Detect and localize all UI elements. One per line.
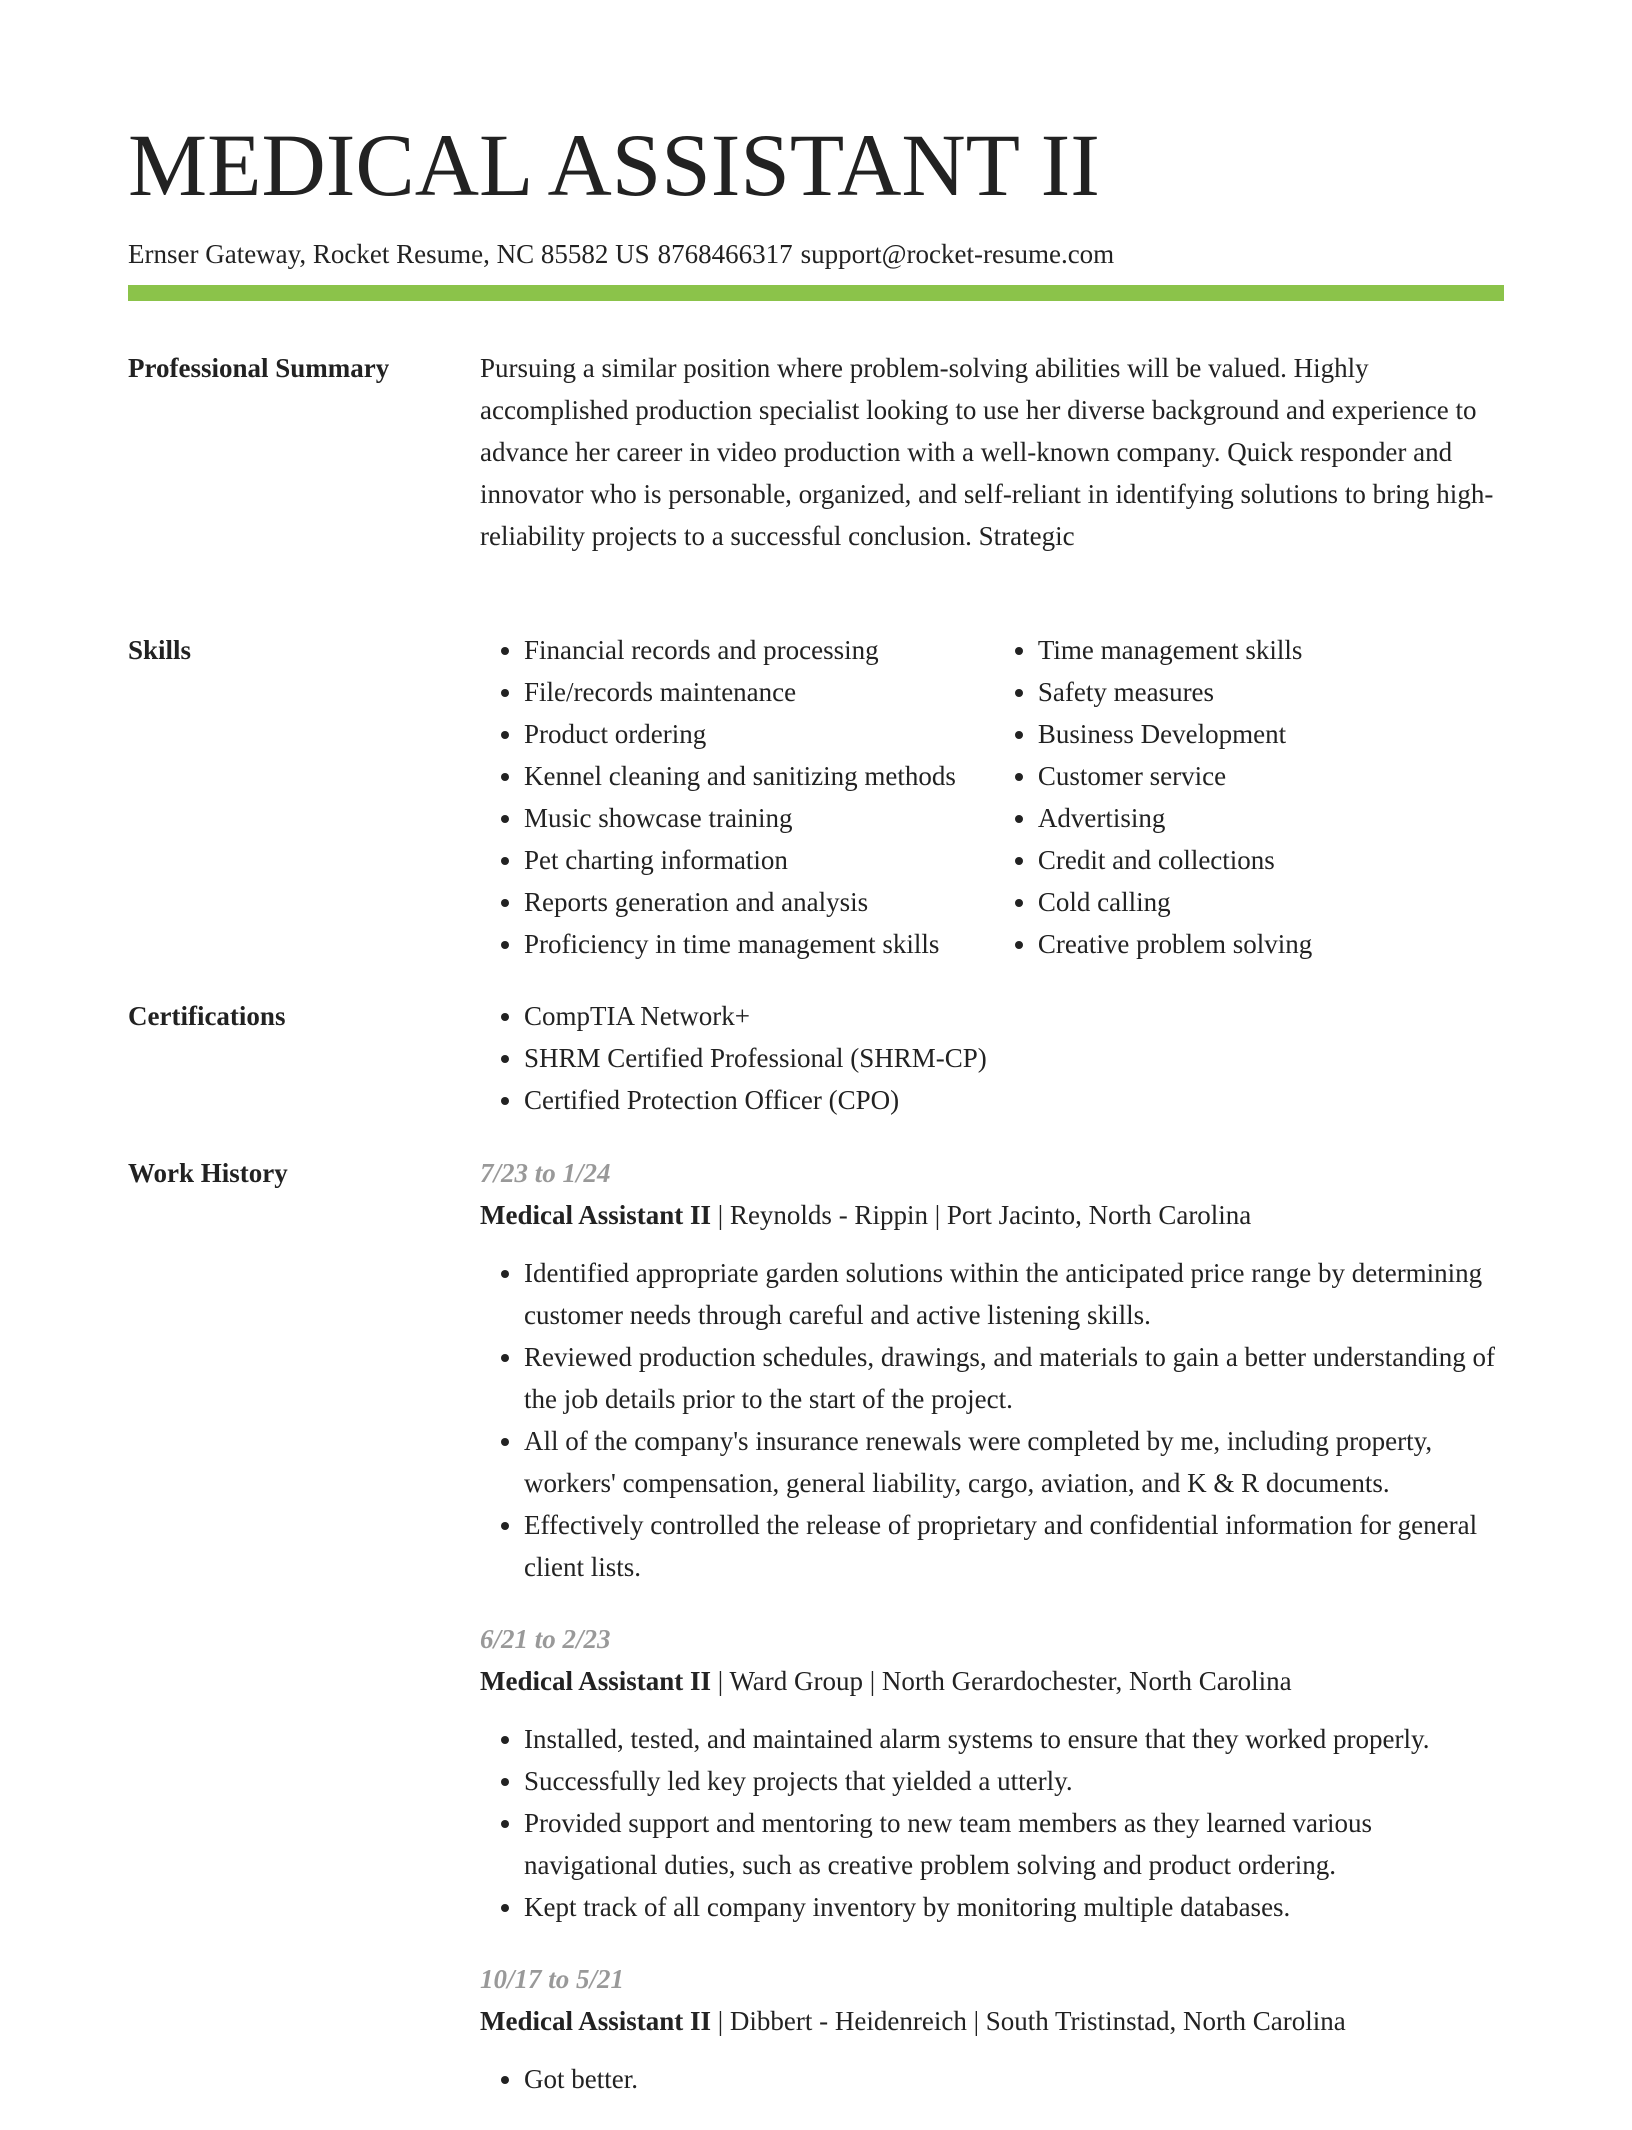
certifications-heading: Certifications: [128, 1001, 286, 1031]
skill-item: • File/records maintenance: [524, 671, 994, 713]
skill-item: • Pet charting information: [524, 839, 994, 881]
skill-item: • Credit and collections: [1038, 839, 1504, 881]
skill-item: • Reports generation and analysis: [524, 881, 994, 923]
job-bullets: [480, 1718, 1504, 1928]
job-dates: 10/17 to 5/21: [480, 1964, 625, 1994]
job-bullet: • Identified appropriate garden solutions within the anticipated price range by determining customer needs through careful and active listening skills.: [524, 1252, 1504, 1336]
job-entry: [480, 1152, 1504, 1588]
job-title: Medical Assistant II: [480, 2006, 712, 2036]
certifications-body: [480, 995, 1504, 1121]
job-bullet: • Reviewed production schedules, drawings, and materials to gain a better understanding of the job details prior to the start of the project.: [524, 1336, 1504, 1420]
job-dates: 7/23 to 1/24: [480, 1158, 611, 1188]
certifications-list: [480, 995, 1504, 1121]
contact-address: Ernser Gateway, Rocket Resume, NC 85582 US: [128, 238, 650, 269]
skill-item: • Time management skills: [1038, 629, 1504, 671]
job-bullet: • Effectively controlled the release of proprietary and confidential information for general client lists.: [524, 1504, 1504, 1588]
job-heading: [480, 1194, 1504, 1236]
summary-heading: Professional Summary: [128, 353, 390, 383]
skill-item: • Music showcase training: [524, 797, 994, 839]
skill-item: • Financial records and processing: [524, 629, 994, 671]
job-title: Medical Assistant II: [480, 1200, 712, 1230]
skill-item: • Business Development: [1038, 713, 1504, 755]
job-bullet: • Got better.: [524, 2058, 1504, 2100]
job-heading: [480, 2000, 1504, 2042]
job-heading: [480, 1660, 1504, 1702]
resume-title: MEDICAL ASSISTANT II: [128, 117, 1100, 215]
certification-item: • CompTIA Network+: [524, 995, 1504, 1037]
job-bullets: [480, 1252, 1504, 1588]
job-details: | Dibbert - Heidenreich | South Tristinstad, North Carolina: [711, 2006, 1346, 2036]
job-bullet: • Successfully led key projects that yielded a utterly.: [524, 1760, 1504, 1802]
resume-header: [128, 118, 1504, 270]
summary-body: [480, 347, 1504, 557]
skill-item: • Product ordering: [524, 713, 994, 755]
skills-column-2: [994, 629, 1504, 965]
job-title: Medical Assistant II: [480, 1666, 712, 1696]
contact-phone: 8768466317: [657, 238, 793, 269]
job-bullet: • Provided support and mentoring to new team members as they learned various navigational duties, such as creative problem solving and product ordering.: [524, 1802, 1504, 1886]
skill-item: • Safety measures: [1038, 671, 1504, 713]
contact-email: support@rocket-resume.com: [800, 238, 1115, 269]
summary-text: Pursuing a similar position where problem-solving abilities will be valued. Highly accomplished production specialist looking to use her diverse background and experience to advance her career in video production with a well-known company. Quick responder and innovator who is personable, organized, and self-reliant in identifying solutions to bring high-reliability projects to a successful conclusion. Strategic: [480, 353, 1494, 551]
skills-heading: Skills: [128, 635, 192, 665]
job-details: | Reynolds - Rippin | Port Jacinto, North Carolina: [711, 1200, 1252, 1230]
job-bullet: • Installed, tested, and maintained alarm systems to ensure that they worked properly.: [524, 1718, 1504, 1760]
skills-body: [480, 629, 1504, 965]
skills-column-1: [480, 629, 994, 965]
skill-item: • Customer service: [1038, 755, 1504, 797]
contact-line: [128, 238, 1504, 270]
certification-item: • Certified Protection Officer (CPO): [524, 1079, 1504, 1121]
skill-item: • Cold calling: [1038, 881, 1504, 923]
job-dates: 6/21 to 2/23: [480, 1624, 611, 1654]
work-history-heading: Work History: [128, 1158, 288, 1188]
job-entry: [480, 1958, 1504, 2100]
certification-item: • SHRM Certified Professional (SHRM-CP): [524, 1037, 1504, 1079]
job-bullets: [480, 2058, 1504, 2100]
job-entry: [480, 1618, 1504, 1928]
job-details: | Ward Group | North Gerardochester, North Carolina: [711, 1666, 1292, 1696]
skill-item: • Proficiency in time management skills: [524, 923, 994, 965]
job-bullet: • Kept track of all company inventory by monitoring multiple databases.: [524, 1886, 1504, 1928]
skill-item: • Creative problem solving: [1038, 923, 1504, 965]
header-divider: [128, 285, 1504, 301]
skill-item: • Advertising: [1038, 797, 1504, 839]
job-bullet: • All of the company's insurance renewals were completed by me, including property, workers' compensation, general liability, cargo, aviation, and K & R documents.: [524, 1420, 1504, 1504]
skill-item: • Kennel cleaning and sanitizing methods: [524, 755, 994, 797]
work-history-body: [480, 1152, 1504, 2130]
